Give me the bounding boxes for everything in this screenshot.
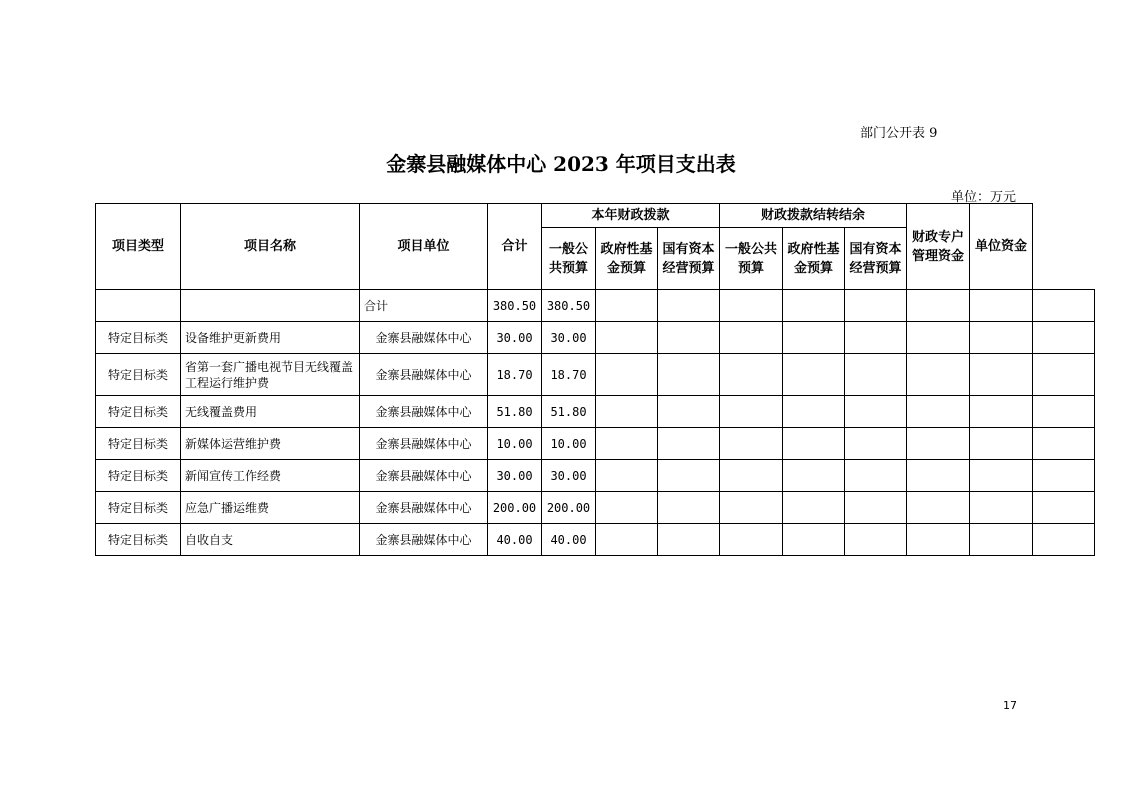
empty-cell — [907, 492, 970, 524]
project-total: 30.00 — [488, 322, 542, 354]
empty-cell — [658, 460, 720, 492]
header-special-account-funds: 财政专户管理资金 — [907, 204, 970, 290]
project-type: 特定目标类 — [96, 396, 181, 428]
header-project-type: 项目类型 — [96, 204, 181, 290]
empty-cell — [845, 290, 907, 322]
project-total: 18.70 — [488, 354, 542, 396]
project-total: 30.00 — [488, 460, 542, 492]
empty-cell — [907, 524, 970, 556]
empty-cell — [596, 492, 658, 524]
header-current-state-capital-budget: 国有资本经营预算 — [658, 228, 720, 290]
project-unit: 金寨县融媒体中心 — [360, 524, 488, 556]
table-row — [96, 396, 1095, 428]
project-unit: 金寨县融媒体中心 — [360, 428, 488, 460]
empty-cell — [1033, 428, 1095, 460]
empty-cell — [845, 460, 907, 492]
page-number: 17 — [1003, 699, 1017, 712]
empty-cell — [658, 290, 720, 322]
empty-cell — [783, 354, 845, 396]
empty-cell — [596, 396, 658, 428]
document-label: 部门公开表 9 — [860, 126, 938, 141]
summary-type-cell — [96, 290, 181, 322]
project-expenditure-table — [95, 203, 1095, 556]
project-name: 无线覆盖费用 — [181, 396, 360, 428]
project-general-budget: 200.00 — [542, 492, 596, 524]
header-total: 合计 — [488, 204, 542, 290]
empty-cell — [720, 428, 783, 460]
empty-cell — [1033, 460, 1095, 492]
empty-cell — [720, 290, 783, 322]
project-type: 特定目标类 — [96, 428, 181, 460]
empty-cell — [596, 524, 658, 556]
table-row — [96, 354, 1095, 396]
empty-cell — [1033, 396, 1095, 428]
project-type: 特定目标类 — [96, 460, 181, 492]
header-carry-general-budget: 一般公共预算 — [720, 228, 783, 290]
empty-cell — [970, 290, 1033, 322]
empty-cell — [845, 524, 907, 556]
empty-cell — [970, 524, 1033, 556]
empty-cell — [907, 428, 970, 460]
project-name: 省第一套广播电视节目无线覆盖工程运行维护费 — [181, 354, 360, 396]
empty-cell — [845, 428, 907, 460]
empty-cell — [596, 290, 658, 322]
empty-cell — [970, 396, 1033, 428]
header-project-unit: 项目单位 — [360, 204, 488, 290]
project-general-budget: 40.00 — [542, 524, 596, 556]
project-name: 应急广播运维费 — [181, 492, 360, 524]
empty-cell — [783, 290, 845, 322]
empty-cell — [596, 322, 658, 354]
table-row — [96, 460, 1095, 492]
empty-cell — [596, 354, 658, 396]
empty-cell — [658, 396, 720, 428]
table-row — [96, 492, 1095, 524]
header-current-year-appropriation: 本年财政拨款 — [542, 204, 720, 228]
project-total: 10.00 — [488, 428, 542, 460]
project-total: 51.80 — [488, 396, 542, 428]
empty-cell — [658, 524, 720, 556]
empty-cell — [658, 322, 720, 354]
header-current-fund-budget: 政府性基金预算 — [596, 228, 658, 290]
header-carry-fund-budget: 政府性基金预算 — [783, 228, 845, 290]
project-unit: 金寨县融媒体中心 — [360, 396, 488, 428]
summary-name-cell — [181, 290, 360, 322]
empty-cell — [1033, 290, 1095, 322]
summary-label: 合计 — [360, 290, 488, 322]
project-name: 自收自支 — [181, 524, 360, 556]
project-total: 200.00 — [488, 492, 542, 524]
empty-cell — [845, 492, 907, 524]
project-type: 特定目标类 — [96, 322, 181, 354]
unit-label: 单位：万元 — [950, 190, 1016, 205]
project-type: 特定目标类 — [96, 354, 181, 396]
project-name: 新闻宣传工作经费 — [181, 460, 360, 492]
summary-general-budget: 380.50 — [542, 290, 596, 322]
project-general-budget: 18.70 — [542, 354, 596, 396]
empty-cell — [596, 460, 658, 492]
project-unit: 金寨县融媒体中心 — [360, 322, 488, 354]
project-general-budget: 51.80 — [542, 396, 596, 428]
project-type: 特定目标类 — [96, 524, 181, 556]
header-carry-state-capital-budget: 国有资本经营预算 — [845, 228, 907, 290]
project-total: 40.00 — [488, 524, 542, 556]
empty-cell — [720, 460, 783, 492]
empty-cell — [658, 428, 720, 460]
project-unit: 金寨县融媒体中心 — [360, 492, 488, 524]
empty-cell — [970, 428, 1033, 460]
empty-cell — [845, 396, 907, 428]
empty-cell — [1033, 492, 1095, 524]
project-type: 特定目标类 — [96, 492, 181, 524]
table-row — [96, 322, 1095, 354]
empty-cell — [720, 322, 783, 354]
empty-cell — [907, 290, 970, 322]
project-name: 设备维护更新费用 — [181, 322, 360, 354]
empty-cell — [783, 428, 845, 460]
empty-cell — [907, 354, 970, 396]
empty-cell — [783, 396, 845, 428]
empty-cell — [1033, 524, 1095, 556]
empty-cell — [907, 460, 970, 492]
header-row-top — [96, 204, 1095, 228]
empty-cell — [970, 460, 1033, 492]
header-current-general-budget: 一般公共预算 — [542, 228, 596, 290]
project-general-budget: 30.00 — [542, 322, 596, 354]
empty-cell — [1033, 354, 1095, 396]
empty-cell — [783, 460, 845, 492]
empty-cell — [845, 354, 907, 396]
empty-cell — [720, 492, 783, 524]
project-unit: 金寨县融媒体中心 — [360, 354, 488, 396]
empty-cell — [720, 354, 783, 396]
summary-row — [96, 290, 1095, 322]
header-unit-funds: 单位资金 — [970, 204, 1033, 290]
empty-cell — [783, 492, 845, 524]
empty-cell — [658, 492, 720, 524]
empty-cell — [970, 354, 1033, 396]
empty-cell — [1033, 322, 1095, 354]
empty-cell — [907, 322, 970, 354]
empty-cell — [970, 492, 1033, 524]
empty-cell — [845, 322, 907, 354]
summary-total: 380.50 — [488, 290, 542, 322]
empty-cell — [720, 524, 783, 556]
project-general-budget: 30.00 — [542, 460, 596, 492]
page-title: 金寨县融媒体中心 2023 年项目支出表 — [386, 152, 736, 176]
empty-cell — [783, 524, 845, 556]
empty-cell — [596, 428, 658, 460]
project-general-budget: 10.00 — [542, 428, 596, 460]
empty-cell — [658, 354, 720, 396]
table-row — [96, 428, 1095, 460]
header-carryover-balance: 财政拨款结转结余 — [720, 204, 907, 228]
empty-cell — [720, 396, 783, 428]
empty-cell — [907, 396, 970, 428]
project-name: 新媒体运营维护费 — [181, 428, 360, 460]
table-row — [96, 524, 1095, 556]
empty-cell — [783, 322, 845, 354]
header-project-name: 项目名称 — [181, 204, 360, 290]
project-unit: 金寨县融媒体中心 — [360, 460, 488, 492]
empty-cell — [970, 322, 1033, 354]
